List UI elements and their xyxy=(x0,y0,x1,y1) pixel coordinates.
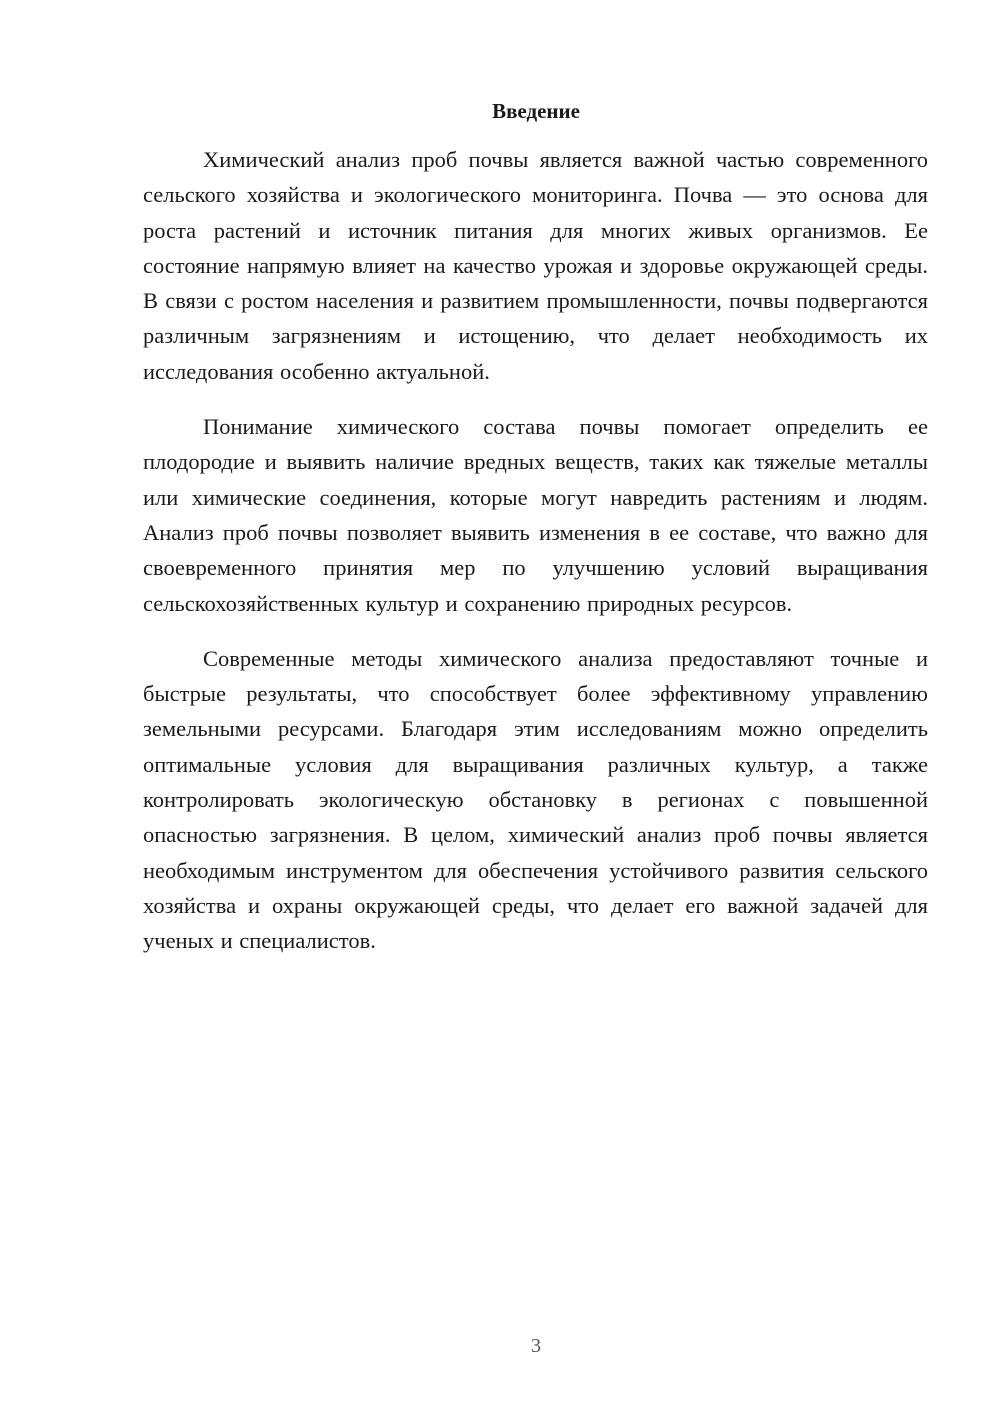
paragraph-2: Понимание химического состава почвы помогает определить ее плодородие и выявить наличие вредных веществ, таких как тяжелые металлы или химические соединения, которые могут навредить растениям и людям. Анализ проб почвы позволяет выявить изменения в ее составе, что важно для своевременного принятия мер по улучшению условий выращивания сельскохозяйственных культур и сохранению природных ресурсов. xyxy=(143,414,928,616)
page-number: 3 xyxy=(531,1335,541,1357)
body-text xyxy=(143,142,928,979)
paragraph-3: Современные методы химического анализа предоставляют точные и быстрые результаты, что способствует более эффективному управлению земельными ресурсами. Благодаря этим исследованиям можно определить оптимальные условия для выращивания различных культур, а также контролировать экологическую обстановку в регионах с повышенной опасностью загрязнения. В целом, химический анализ проб почвы является необходимым инструментом для обеспечения устойчивого развития сельского хозяйства и охраны окружающей среды, что делает его важной задачей для ученых и специалистов. xyxy=(143,645,928,954)
paragraph-1: Химический анализ проб почвы является важной частью современного сельского хозяйства и экологического мониторинга. Почва — это основа для роста растений и источник питания для многих живых организмов. Ее состояние напрямую влияет на качество урожая и здоровье окружающей среды. В связи с ростом населения и развитием промышленности, почвы подвергаются различным загрязнениям и истощению, что делает необходимость их исследования особенно актуальной. xyxy=(143,147,928,384)
section-heading: Введение xyxy=(492,99,580,123)
